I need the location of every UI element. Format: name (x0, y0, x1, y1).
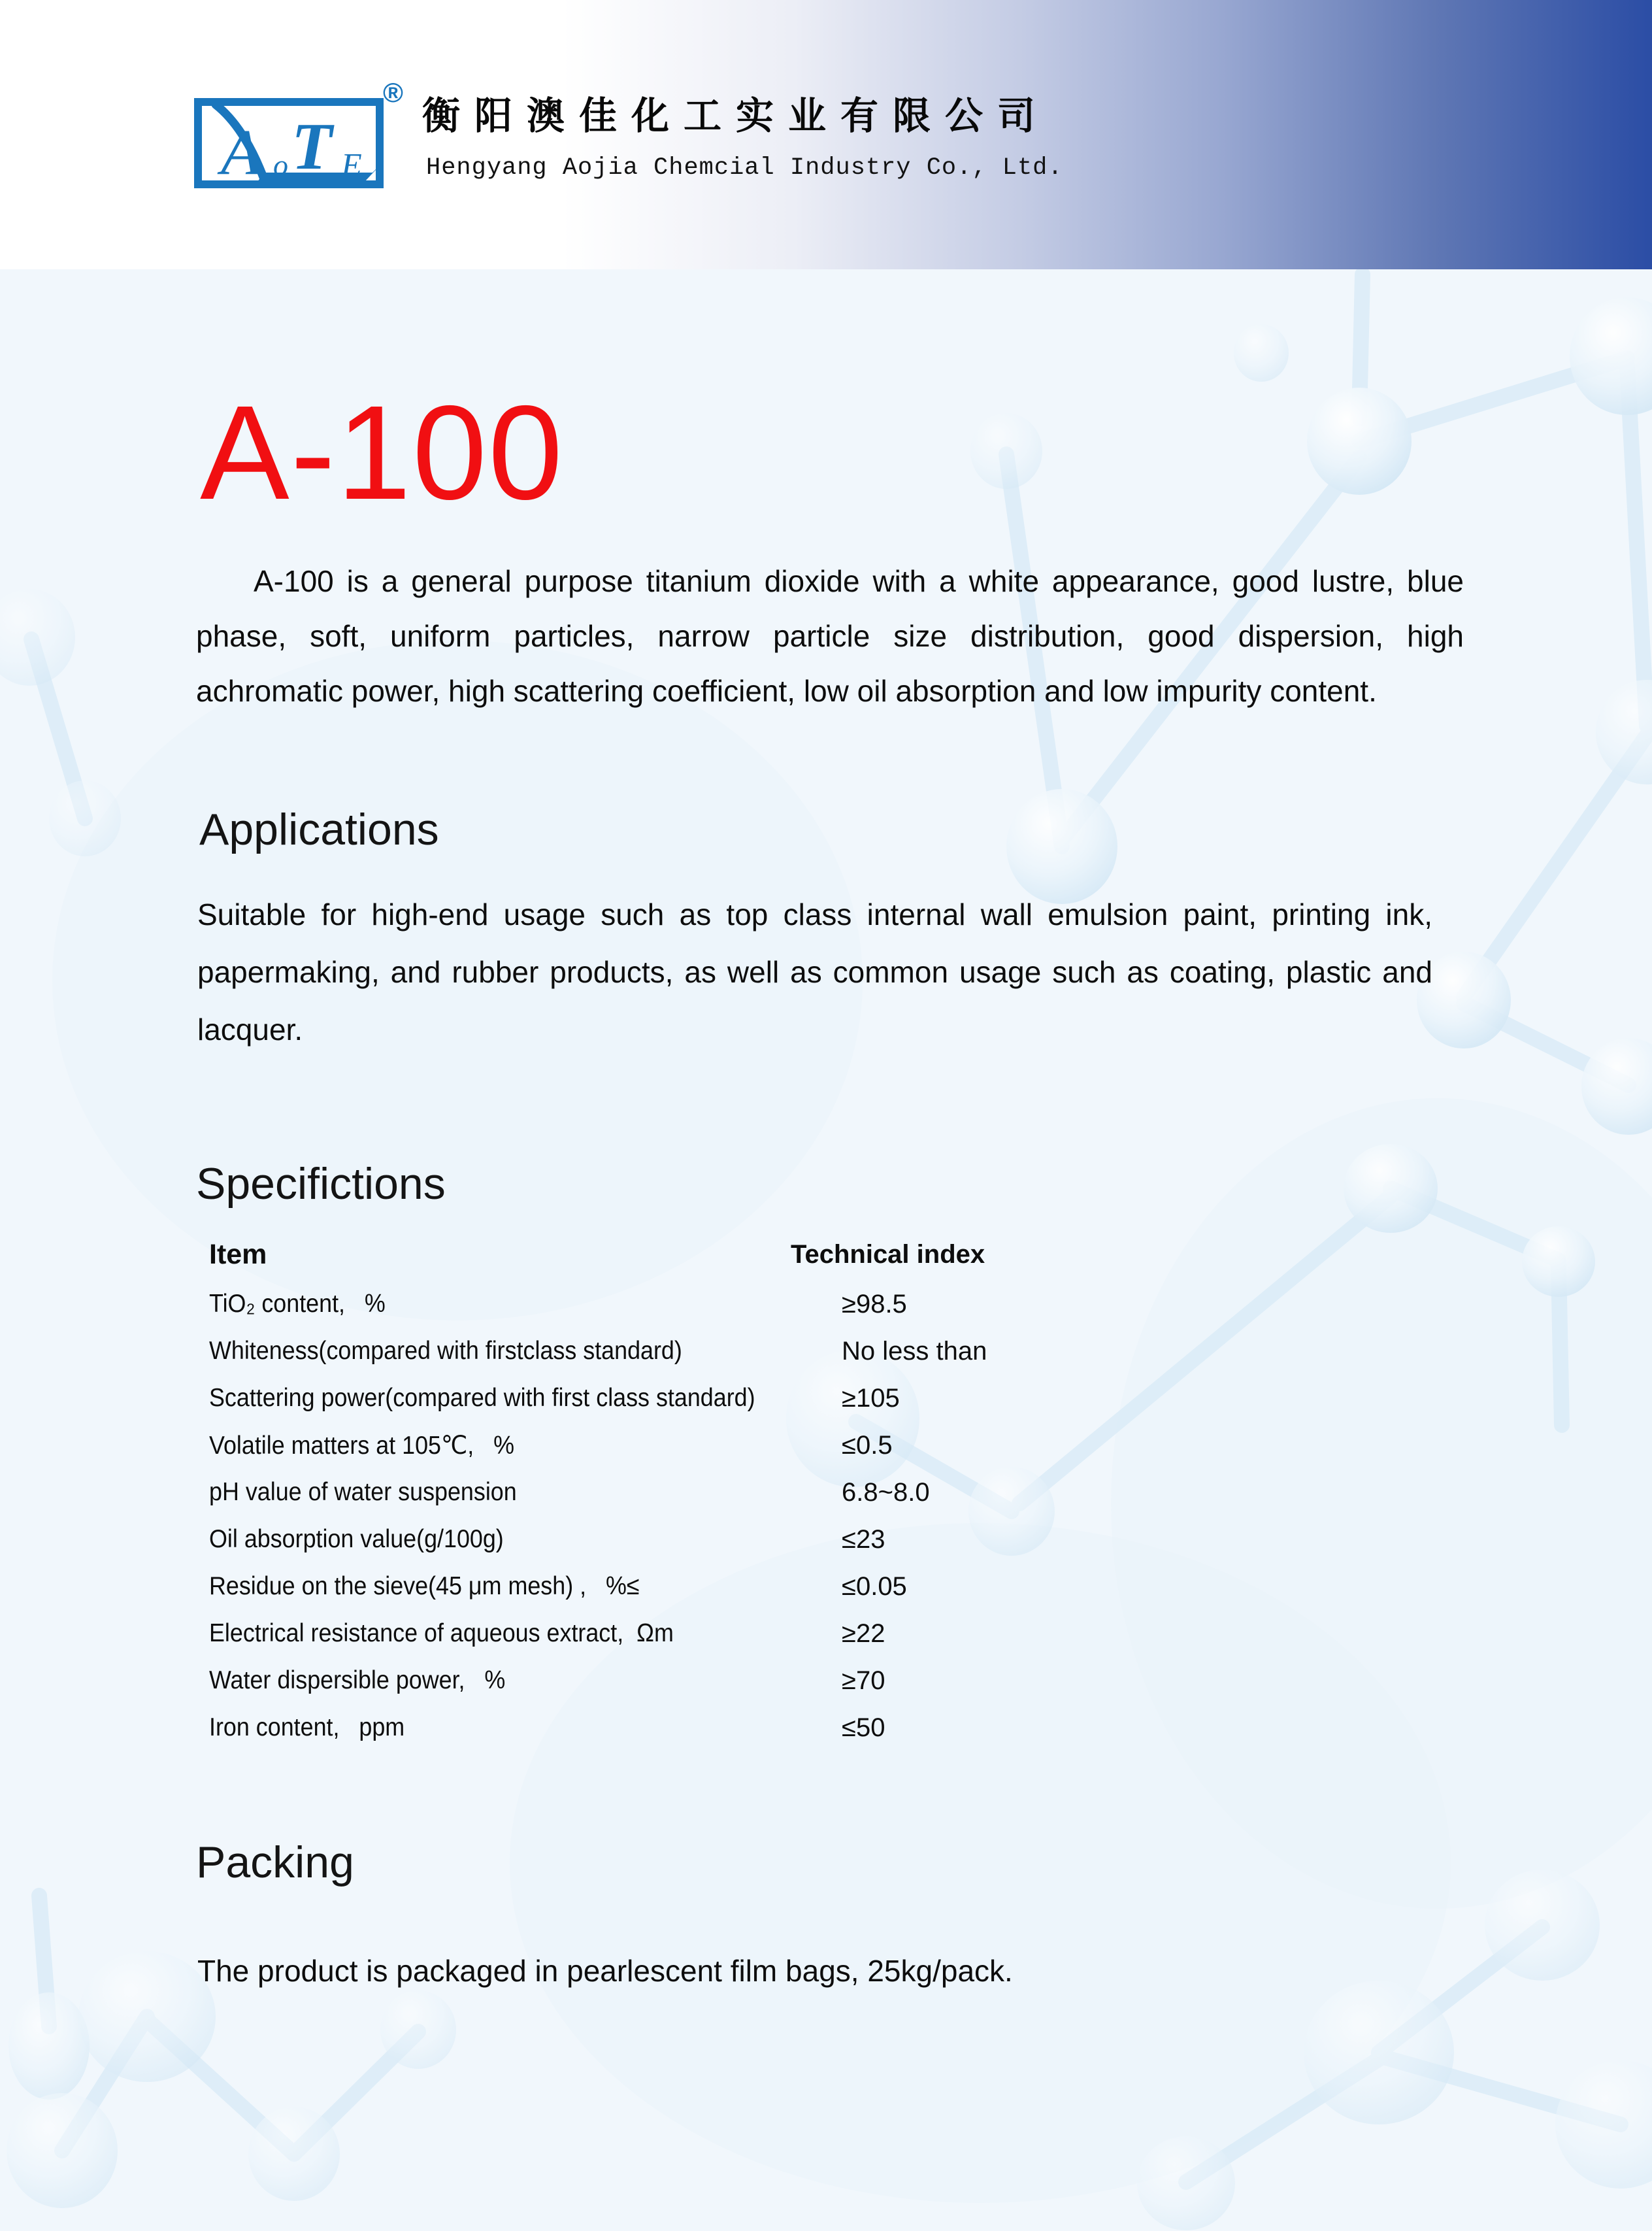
spec-item: Electrical resistance of aqueous extract, Ωm (209, 1619, 674, 1647)
logo-letter-t: T (291, 110, 333, 184)
product-title: A-100 (200, 378, 565, 528)
spec-item: Volatile matters at 105℃, % (209, 1431, 515, 1460)
spec-value: ≥22 (842, 1619, 885, 1648)
company-logo (193, 92, 416, 196)
table-row (209, 1657, 1483, 1704)
spec-value: ≤50 (842, 1713, 885, 1742)
spec-item: Residue on the sieve(45 μm mesh) , %≤ (209, 1572, 640, 1600)
spec-item: Water dispersible power, % (209, 1666, 506, 1694)
registered-trademark-icon: ® (383, 77, 403, 108)
spec-value: ≤23 (842, 1524, 885, 1554)
applications-text: Suitable for high-end usage such as top class internal wall emulsion paint, printing ink, papermaking, and rubber products, as well as common usage such as coating, plastic and lacquer. (197, 897, 1432, 1047)
table-header-row (209, 1228, 1483, 1281)
logo-letter-a: A (221, 116, 261, 188)
spec-item: Oil absorption value(g/100g) (209, 1525, 504, 1553)
spec-value: ≤0.05 (842, 1571, 907, 1601)
logo-letter-e: E (341, 147, 362, 184)
table-row (209, 1704, 1483, 1751)
spec-value: No less than (842, 1336, 987, 1366)
product-description: A-100 is a general purpose titanium dioxide with a white appearance, good lustre, blue phase, soft, uniform particles, narrow particle size distribution, good dispersion, high achromatic power, high scattering coefficient, low oil absorption and low impurity content. (196, 564, 1464, 708)
applications-heading: Applications (199, 805, 439, 854)
packing-heading: Packing (196, 1837, 354, 1887)
spec-value: 6.8~8.0 (842, 1477, 930, 1507)
spec-item: TiO₂ content, % (209, 1290, 386, 1318)
logo-graphic (193, 92, 416, 196)
header-banner (0, 0, 1652, 269)
spec-value: ≥98.5 (842, 1289, 907, 1318)
datasheet-body (0, 269, 1652, 1990)
table-row (209, 1281, 1483, 1328)
specifications-table (209, 1228, 1483, 1751)
spec-value: ≤0.5 (842, 1430, 893, 1460)
spec-item: pH value of water suspension (209, 1478, 517, 1506)
spec-item: Whiteness(compared with firstclass standard) (209, 1337, 682, 1365)
table-row (209, 1375, 1483, 1422)
specifications-heading: Specifictions (196, 1159, 446, 1209)
logo-letter-o: o (273, 148, 288, 182)
spec-value: ≥70 (842, 1666, 885, 1695)
spec-item: Scattering power(compared with first class standard) (209, 1384, 755, 1412)
spec-item: Iron content, ppm (209, 1713, 405, 1741)
company-name-chinese: 衡阳澳佳化工实业有限公司 (422, 95, 1050, 137)
table-row (209, 1469, 1483, 1516)
column-header-item: Item (209, 1238, 267, 1270)
spec-value: ≥105 (842, 1383, 900, 1413)
column-header-technical-index: Technical index (791, 1239, 985, 1269)
table-row (209, 1516, 1483, 1563)
packing-text: The product is packaged in pearlescent film bags, 25kg/pack. (197, 1954, 1013, 1988)
table-row (209, 1328, 1483, 1375)
company-name-english: Hengyang Aojia Chemcial Industry Co., Ltd. (426, 154, 1063, 182)
table-row (209, 1422, 1483, 1469)
table-row (209, 1610, 1483, 1657)
table-row (209, 1563, 1483, 1610)
